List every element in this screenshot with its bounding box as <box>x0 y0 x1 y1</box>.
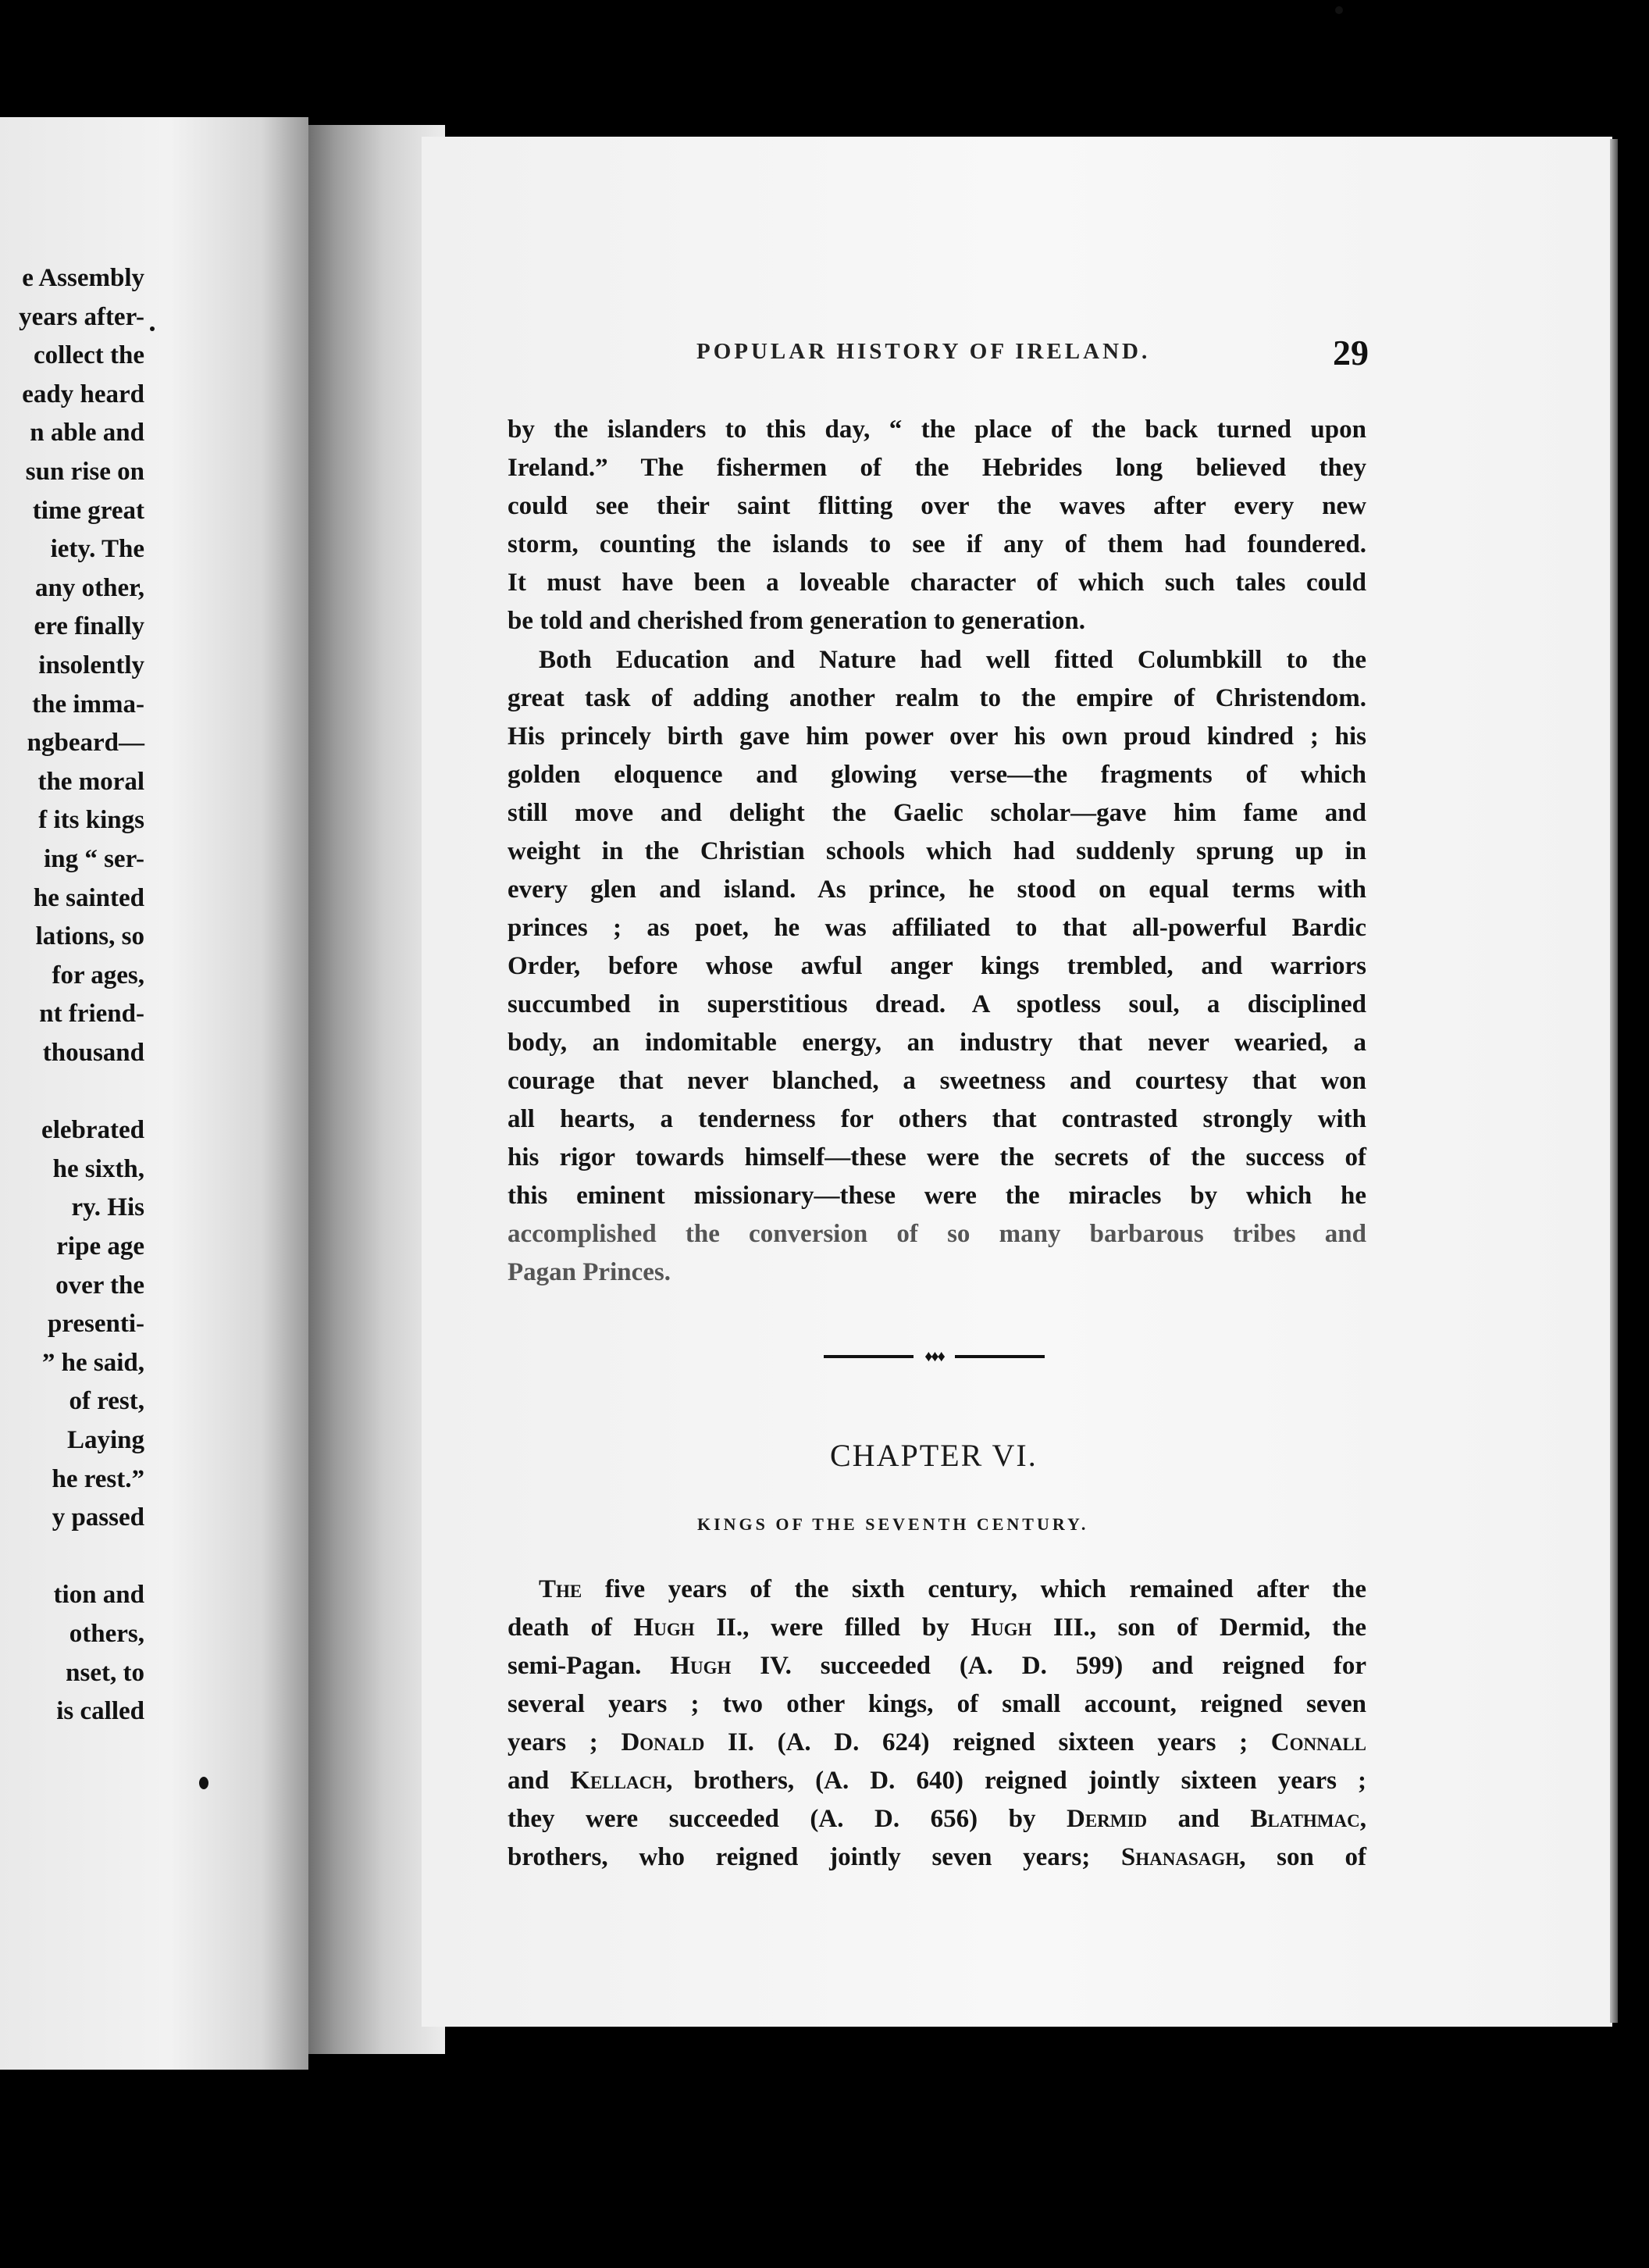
body-line: this eminent missionary—these were the miracles by which he <box>508 1182 1366 1210</box>
left-page-line: eady heard <box>22 380 144 408</box>
body-line: princes ; as poet, he was affiliated to that all-powerful Bardic <box>508 914 1366 942</box>
text-run: death of <box>508 1614 634 1642</box>
scan-speck <box>1335 6 1343 14</box>
body-line: body, an indomitable energy, an industry that never wearied, a <box>508 1029 1366 1057</box>
body-line: weight in the Christian schools which had suddenly sprung up in <box>508 837 1366 865</box>
body-line: His princely birth gave him power over his own proud kindred ; his <box>508 722 1366 751</box>
left-page-line: y passed <box>52 1503 144 1532</box>
king-name: Hugh <box>971 1614 1032 1642</box>
body-line: by the islanders to this day, “ the place of the back turned upon <box>508 415 1366 444</box>
text-run: brothers, who reigned jointly seven years; <box>508 1843 1121 1871</box>
text-run: they were succeeded (A. D. 656) by <box>508 1805 1067 1833</box>
scan-speck <box>199 1777 208 1789</box>
text-run: III., son of Dermid, the <box>1031 1614 1366 1642</box>
left-page-line: ry. His <box>71 1193 144 1222</box>
body-line: Pagan Princes. <box>508 1258 671 1286</box>
left-page-line: collect the <box>33 341 144 370</box>
body-line: great task of adding another realm to the empire of Christendom. <box>508 684 1366 712</box>
body-line: succumbed in superstitious dread. A spotless soul, a disciplined <box>508 990 1366 1018</box>
body-line: every glen and island. As prince, he stood on equal terms with <box>508 875 1366 904</box>
body-line: storm, counting the islands to see if any of them had foundered. <box>508 530 1366 558</box>
text-run: semi-Pagan. <box>508 1652 671 1680</box>
page-edge <box>1610 139 1618 2023</box>
king-name: Dermid <box>1067 1805 1148 1833</box>
chapter-line: several years ; two other kings, of small account, reigned seven <box>508 1690 1366 1718</box>
left-page-line: elebrated <box>41 1116 144 1145</box>
text-run: , brothers, (A. D. 640) reigned jointly sixteen years ; <box>666 1767 1366 1795</box>
ornament-rule-left <box>824 1355 914 1358</box>
chapter-line <box>508 1653 1366 1679</box>
body-line: Ireland.” The fishermen of the Hebrides long believed they <box>508 454 1366 482</box>
text-run: II. (A. D. 624) reigned sixteen years ; <box>704 1728 1271 1756</box>
left-page-line: lations, so <box>35 922 144 951</box>
chapter-title: CHAPTER VI. <box>830 1438 1038 1473</box>
king-name: Blathmac <box>1250 1805 1360 1833</box>
left-page-line: others, <box>69 1620 144 1648</box>
body-line: courage that never blanched, a sweetness and courtesy that won <box>508 1067 1366 1095</box>
left-page-line: the imma- <box>32 690 144 719</box>
chapter-line <box>508 1845 1366 1870</box>
page-number: 29 <box>1333 333 1369 373</box>
left-page-line: of rest, <box>69 1387 144 1416</box>
body-line: Order, before whose awful anger kings trembled, and warriors <box>508 952 1366 980</box>
left-page-line: presenti- <box>47 1310 144 1339</box>
king-name: Kellach <box>570 1767 667 1795</box>
left-page-line: over the <box>55 1271 144 1300</box>
left-page-line: time great <box>32 496 144 525</box>
left-page-line: ripe age <box>56 1232 144 1261</box>
chapter-line <box>539 1577 1366 1603</box>
chapter-line <box>508 1730 1366 1756</box>
text-run: II., were filled by <box>694 1614 971 1642</box>
left-page-line: ngbeard— <box>27 729 144 758</box>
left-page-line: insolently <box>38 651 144 679</box>
text-run: years ; <box>508 1728 621 1756</box>
body-line: still move and delight the Gaelic scholar—gave him fame and <box>508 799 1366 827</box>
body-line: his rigor towards himself—these were the secrets of the success of <box>508 1143 1366 1171</box>
left-page-line: e Assembly <box>22 264 144 292</box>
left-page-line: thousand <box>42 1039 144 1067</box>
left-page-line: is called <box>56 1697 144 1726</box>
chapter-line <box>508 1768 1366 1794</box>
body-line: be told and cherished from generation to generation. <box>508 607 1086 635</box>
text-run: , son of <box>1239 1843 1366 1871</box>
chapter-subtitle: KINGS OF THE SEVENTH CENTURY. <box>697 1514 1089 1534</box>
body-line: It must have been a loveable character of which such tales could <box>508 569 1366 597</box>
left-page <box>0 117 308 2070</box>
left-page-line: he rest.” <box>52 1464 144 1493</box>
body-line: golden eloquence and glowing verse—the fragments of which <box>508 761 1366 789</box>
king-name: Connall <box>1270 1728 1366 1756</box>
left-page-line: tion and <box>53 1581 144 1610</box>
scan-speck <box>150 326 155 331</box>
text-run: IV. succeeded (A. D. 599) and reigned for <box>731 1652 1366 1680</box>
king-name: Donald <box>621 1728 705 1756</box>
body-line: accomplished the conversion of so many barbarous tribes and <box>508 1220 1366 1248</box>
king-name: Shanasagh <box>1120 1843 1240 1871</box>
text-run: , <box>1359 1805 1366 1833</box>
body-line: all hearts, a tenderness for others that contrasted strongly with <box>508 1105 1366 1133</box>
text-run: five years of the sixth century, which remained after the <box>582 1575 1366 1603</box>
left-page-line: ing “ ser- <box>44 845 144 873</box>
body-line: Both Education and Nature had well fitted Columbkill to the <box>539 646 1366 674</box>
chapter-ornament <box>824 1348 1045 1365</box>
left-page-line: for ages, <box>52 961 144 990</box>
king-name: Hugh <box>633 1614 695 1642</box>
left-page-line: ” he said, <box>41 1348 144 1377</box>
chapter-line <box>508 1806 1366 1832</box>
left-page-line: any other, <box>35 573 144 602</box>
body-line: could see their saint flitting over the waves after every new <box>508 492 1366 520</box>
ornament-rule-right <box>955 1355 1045 1358</box>
running-head: POPULAR HISTORY OF IRELAND. <box>696 339 1151 364</box>
left-page-line: sun rise on <box>25 458 144 486</box>
chapter-line <box>508 1615 1366 1641</box>
king-name: Hugh <box>670 1652 732 1680</box>
left-page-line: nset, to <box>66 1658 144 1687</box>
left-page-line: n able and <box>30 419 144 448</box>
left-page-line: Laying <box>66 1426 144 1454</box>
left-page-line: iety. The <box>50 535 144 564</box>
left-page-line: nt friend- <box>39 1000 144 1029</box>
text-run: and <box>508 1767 571 1795</box>
left-page-line: the moral <box>37 767 144 796</box>
ornament-diamonds: ♦♦♦ <box>924 1348 944 1365</box>
left-page-line: ere finally <box>34 612 144 641</box>
drop-word: The <box>539 1575 582 1603</box>
text-run: and <box>1147 1805 1251 1833</box>
left-page-line: he sainted <box>33 883 144 912</box>
left-page-line: years after- <box>19 302 144 331</box>
left-page-line: f its kings <box>38 806 144 835</box>
left-page-line: he sixth, <box>52 1154 144 1183</box>
